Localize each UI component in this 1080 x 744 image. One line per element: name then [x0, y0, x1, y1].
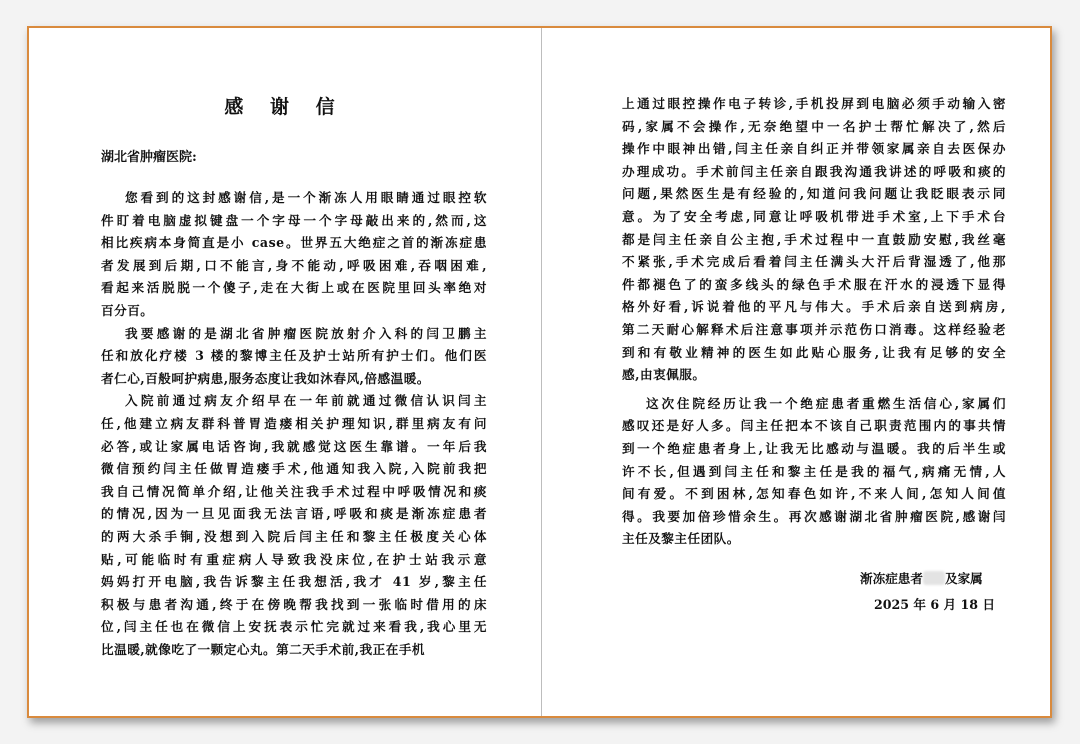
text-line: 到一个绝症患者身上,让我无比感动与温暖。我的后半生或	[622, 441, 1006, 456]
text-line: 感叹还是好人多。闫主任把本不该自己职责范围内的事共情	[622, 418, 1006, 434]
text-line: 的情况,因为一旦见面我无法言语,呼吸和痰是渐冻症患者	[101, 506, 487, 522]
text-line: 格外好看,诉说着他的平凡与伟大。手术后亲自送到病房,	[622, 299, 1006, 315]
redacted-name	[923, 571, 945, 585]
text-line: 问题,果然医生是有经验的,知道问我问题让我眨眼表示同	[622, 186, 1006, 202]
signature-suffix: 及家属	[944, 571, 983, 586]
text-line: 件都褪色了的蛮多线头的绿色手术服在汗水的浸透下显得	[622, 276, 1006, 292]
text-line: 这次住院经历让我一个绝症患者重燃生活信心,家属们	[646, 395, 1006, 411]
text-line: 微信预约闫主任做胃造瘘手术,他通知我入院,入院前我把	[101, 461, 487, 477]
text-line: 意。为了安全考虑,同意让呼吸机带进手术室,上下手术台	[622, 209, 1006, 224]
text-line: 看起来活脱脱一个傻子,走在大街上或在医院里回头率绝对	[101, 280, 487, 296]
left-page	[29, 28, 540, 716]
salutation: 湖北省肿瘤医院:	[101, 150, 197, 165]
text-line: 我自己情况简单介绍,让他关注我手术过程中呼吸情况和痰	[101, 483, 487, 499]
text-line: 办理成功。手术前闫主任亲自跟我沟通我讲述的呼吸和痰的	[622, 163, 1006, 179]
letter-date: 2025 年 6 月 18 日	[874, 597, 996, 612]
text-line: 我要感谢的是湖北省肿瘤医院放射介入科的闫卫鹏主	[125, 325, 487, 341]
text-line: 位,闫主任也在微信上安抚表示忙完就过来看我,我心里无	[101, 619, 487, 635]
text-line: 者发展到后期,口不能言,身不能动,呼吸困难,吞咽困难,	[101, 257, 487, 273]
text-line: 第二天耐心解释术后注意事项并示范伤口消毒。这样经验老	[622, 322, 1006, 337]
text-line: 到和有敬业精神的医生如此贴心服务,让我有足够的安全	[622, 344, 1006, 360]
text-line: 得。我要加倍珍惜余生。再次感谢湖北省肿瘤医院,感谢闫	[622, 508, 1006, 524]
right-page	[542, 28, 1052, 716]
text-line: 主任及黎主任团队。	[622, 531, 740, 547]
text-line: 不紧张,手术完成后看着闫主任满头大汗后背湿透了,他那	[622, 254, 1006, 270]
letter-title: 感 谢 信	[224, 96, 345, 118]
text-line: 操作中眼神出错,闫主任亲自纠正并带领家属亲自去医保办	[622, 141, 1006, 157]
text-line: 任,他建立病友群科普胃造瘘相关护理知识,群里病友有问	[101, 416, 487, 431]
text-line: 积极与患者沟通,终于在傍晚帮我找到一张临时借用的床	[101, 596, 487, 612]
text-line: 相比疾病本身简直是小 case。世界五大绝症之首的渐冻症患	[101, 235, 487, 251]
text-line: 您看到的这封感谢信,是一个渐冻人用眼睛通过眼控软	[125, 190, 487, 205]
text-line: 许不长,但遇到闫主任和黎主任是我的福气,病痛无情,人	[622, 463, 1006, 479]
text-line: 间有爱。不到困林,怎知春色如许,不来人间,怎知人间值	[622, 486, 1006, 502]
text-line: 都是闫主任亲自公主抱,手术过程中一直鼓励安慰,我丝毫	[622, 231, 1006, 247]
text-line: 比温暖,就像吃了一颗定心丸。第二天手术前,我正在手机	[101, 642, 426, 657]
text-line: 必答,或让家属电话咨询,我就感觉这医生靠谱。一年后我	[101, 438, 487, 454]
text-line: 妈妈打开电脑,我告诉黎主任我想活,我才 41 岁,黎主任	[101, 574, 487, 590]
text-line: 任和放化疗楼 3 楼的黎博主任及护士站所有护士们。他们医	[101, 348, 487, 364]
letter-frame	[27, 26, 1052, 718]
text-line: 入院前通过病友介绍早在一年前就通过微信认识闫主	[125, 393, 487, 409]
text-line: 件盯着电脑虚拟键盘一个字母一个字母敲出来的,然而,这	[101, 212, 487, 228]
text-line: 百分百。	[101, 303, 154, 318]
signature-prefix: 渐冻症患者	[860, 571, 923, 586]
text-line: 上通过眼控操作电子转诊,手机投屏到电脑必须手动输入密	[622, 96, 1006, 111]
text-line: 感,由衷佩服。	[622, 367, 706, 383]
text-line: 码,家属不会操作,无奈绝望中一名护士帮忙解决了,然后	[622, 118, 1006, 134]
text-line: 者仁心,百般呵护病患,服务态度让我如沐春风,倍感温暖。	[101, 370, 430, 386]
text-line: 贴,可能临时有重症病人导致我没床位,在护士站我示意	[101, 551, 487, 567]
signature	[860, 568, 983, 587]
text-line: 的两大杀手锏,没想到入院后闫主任和黎主任极度关心体	[101, 529, 487, 544]
